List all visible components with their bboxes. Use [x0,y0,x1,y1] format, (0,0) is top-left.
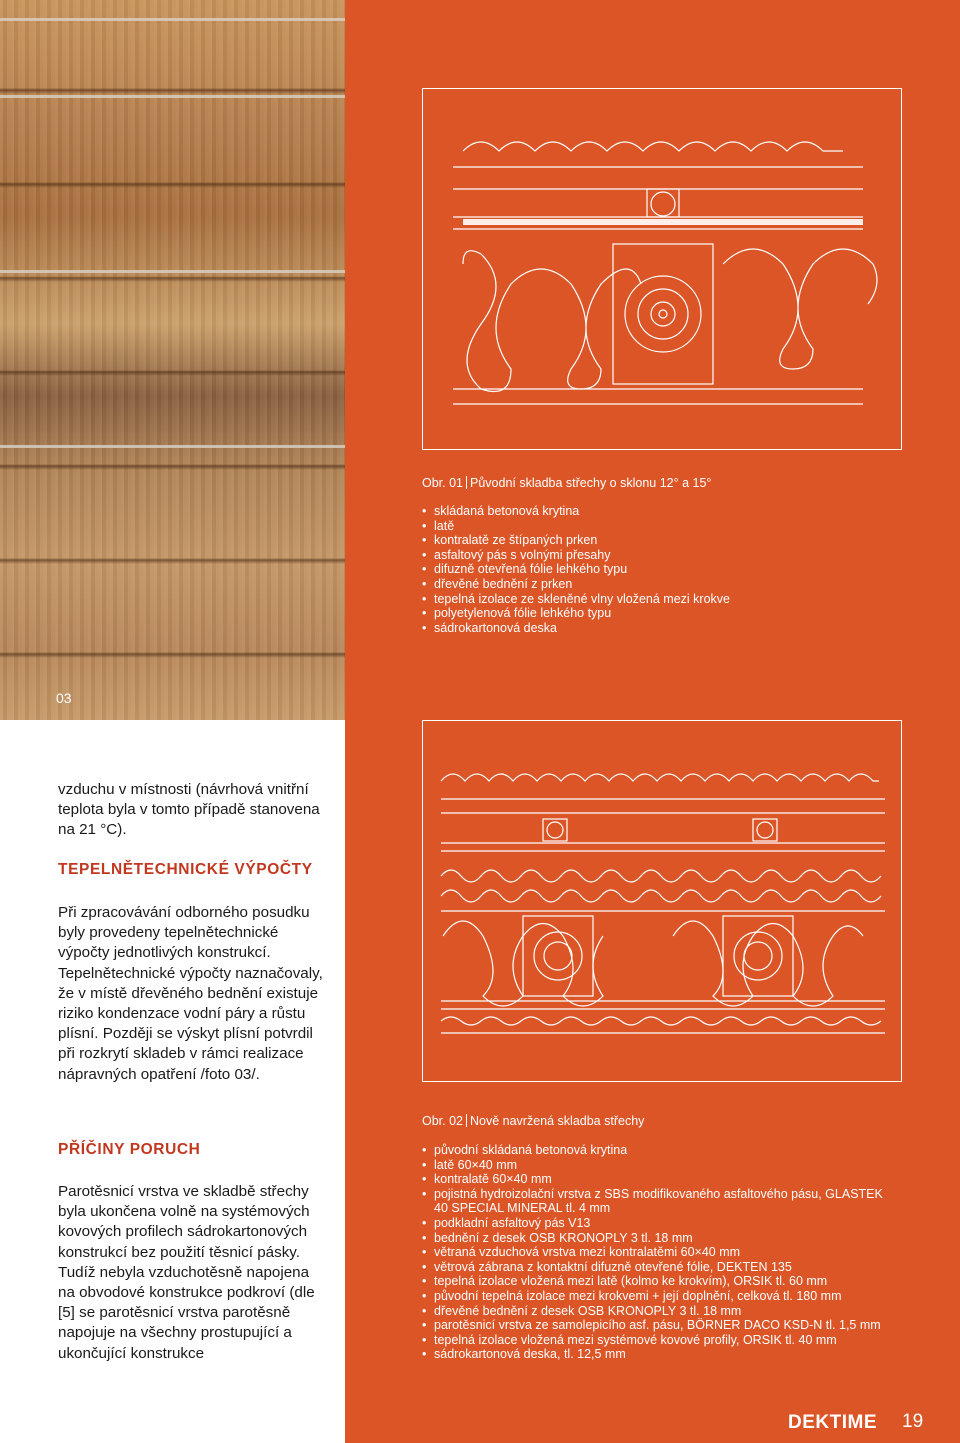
figure-2-legend [422,1143,900,1362]
body-paragraph-2: Při zpracovávání odborného posudku byly provedeny tepelnětechnické výpočty jednotlivých konstrukcí. Tepelnětechnické výpočty naznačovaly, že v místě dřevěného bednění existuje riziko kondenzace vodní páry a růstu plísní. Později se výskyt plísní potvrdil při rozkrytí skladeb v rámci realizace nápravných opatření /foto 03/. [58,904,323,1083]
legend-item: • latě [422,519,902,534]
legend-item: • kontralatě 60×40 mm [422,1172,900,1187]
legend-item: • asfaltový pás s volnými přesahy [422,548,902,563]
legend-item: • sádrokartonová deska, tl. 12,5 mm [422,1347,900,1362]
wood-photo [0,0,345,720]
figure-1-number: Obr. 01 [422,476,463,490]
caption-separator [466,1114,467,1127]
figure-1-legend [422,504,902,635]
legend-item: • původní tepelná izolace mezi krokvemi + její doplnění, celková tl. 180 mm [422,1289,900,1304]
legend-item: • tepelná izolace vložená mezi latě (kolmo ke krokvím), ORSIK tl. 60 mm [422,1274,900,1289]
legend-item: • dřevěné bednění z prken [422,577,902,592]
legend-item: • polyetylenová fólie lehkého typu [422,606,902,621]
legend-item: • tepelná izolace vložená mezi systémové kovové profily, ORSIK tl. 40 mm [422,1333,900,1348]
legend-item: • tepelná izolace ze skleněné vlny vložená mezi krokve [422,592,902,607]
legend-item: • větrová zábrana z kontaktní difuzně otevřené fólie, DEKTEN 135 [422,1260,900,1275]
legend-item: • sádrokartonová deska [422,621,902,636]
legend-item: • větraná vzduchová vrstva mezi kontralatěmi 60×40 mm [422,1245,900,1260]
legend-item: • parotěsnicí vrstva ze samolepicího asf. pásu, BÖRNER DACO KSD-N tl. 1,5 mm [422,1318,900,1333]
figure-1-title: Původní skladba střechy o sklonu 12° a 15° [470,476,712,490]
wire-line [0,270,345,273]
legend-item: • dřevěné bednění z desek OSB KRONOPLY 3 tl. 18 mm [422,1304,900,1319]
figure-1-diagram [422,88,902,450]
legend-item: • podkladní asfaltový pás V13 [422,1216,900,1231]
figure-2-number: Obr. 02 [422,1114,463,1128]
heading-failure-causes: PŘÍČINY PORUCH [58,1141,201,1158]
body-paragraph-3: Parotěsnicí vrstva ve skladbě střechy byla ukončena volně na systémových kovových profilech sádrokartonových konstrukcí bez použití těsnicí pásky. Tudíž nebyla vzduchotěsně napojena na obvodové konstrukce podkroví (dle [5] se parotěsnicí vrstva parotěsně napojuje na všechny prostupující a ukončující konstrukce [58,1183,315,1362]
legend-item: • bednění z desek OSB KRONOPLY 3 tl. 18 mm [422,1231,900,1246]
legend-item: • pojistná hydroizolační vrstva z SBS modifikovaného asfaltového pásu, GLASTEK 40 SPECIAL MINERAL tl. 4 mm [422,1187,900,1216]
wire-line [0,445,345,448]
wire-line [0,18,345,21]
legend-item: • skládaná betonová krytina [422,504,902,519]
legend-item: • původní skládaná betonová krytina [422,1143,900,1158]
legend-item: • difuzně otevřená fólie lehkého typu [422,562,902,577]
figure-2-diagram [422,720,902,1082]
figure-2-title: Nově navržená skladba střechy [470,1114,645,1128]
legend-item: • latě 60×40 mm [422,1158,900,1173]
page-number: 19 [902,1411,924,1432]
figure-1-caption [422,476,711,490]
body-paragraph-1: vzduchu v místnosti (návrhová vnitřní teplota byla v tomto případě stanovena na 21 °C). [58,781,320,839]
heading-thermal-calculations: TEPELNĚTECHNICKÉ VÝPOČTY [58,861,313,878]
legend-item: • kontralatě ze štípaných prken [422,533,902,548]
photo-number: 03 [56,690,72,706]
wire-line [0,95,345,98]
figure-2-caption [422,1114,644,1128]
caption-separator [466,476,467,489]
dektime-logo: DEKTIME [788,1412,877,1433]
